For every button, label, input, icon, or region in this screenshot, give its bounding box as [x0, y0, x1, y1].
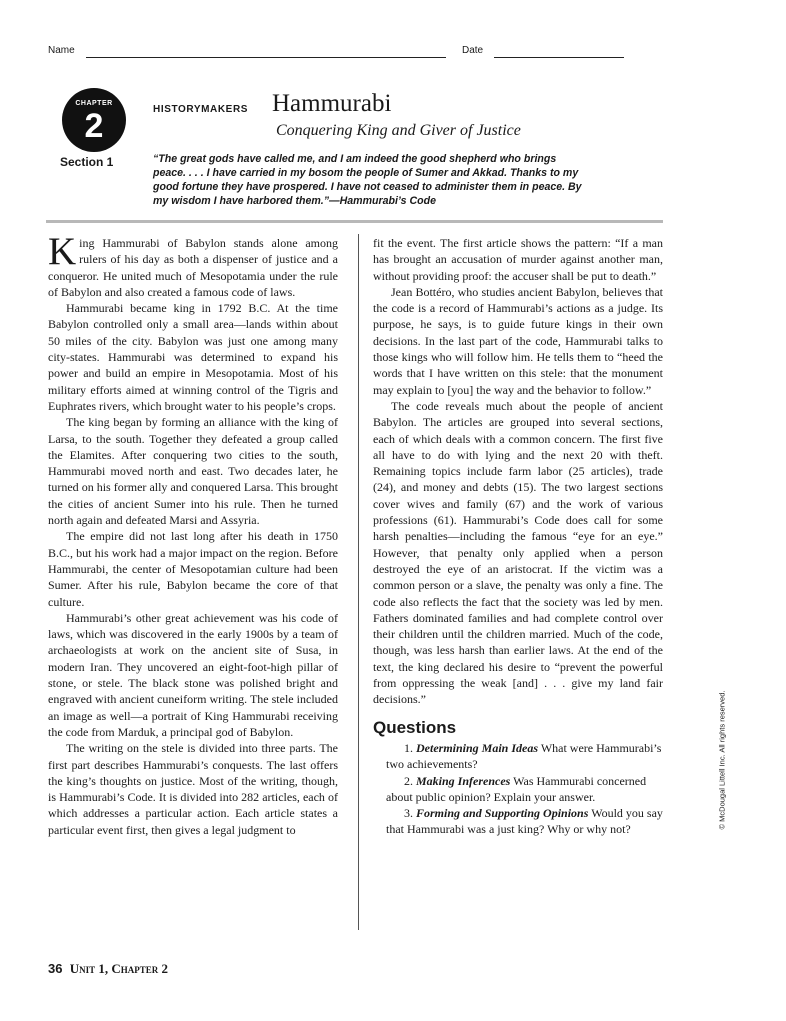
question-item: [373, 805, 663, 838]
chapter-number: 2: [84, 107, 104, 145]
questions-heading: Questions: [373, 717, 457, 737]
question-text: Was Hammurabi concerned about public opinion? Explain your answer.: [386, 773, 647, 804]
question-skill: Determining Main Ideas: [416, 740, 539, 755]
paragraph-text: ing Hammurabi of Babylon stands alone among rulers of his day as both a dispenser of justice and a conqueror. He united much of Mesopotamia under the rule of Babylon and also created a famous code of laws.: [48, 236, 338, 299]
left-column: [48, 230, 338, 838]
paragraph: [48, 230, 338, 300]
paragraph: The code reveals much about the people of ancient Babylon. The articles are grouped into several sections, each of which deals with a common concern. The first five all have to do with lying and the next 20 with theft. Remaining topics include farm labor (25 articles), trade (24), and money and debts (15). The two largest sections cover wives and family (67) and the work of various professions (61). Hammurabi’s Code does call for some harsh penalties—including the famous “eye for an eye.” However, that penalty only applied when a person destroyed the eye of an aristocrat. If the victim was a common person or a slave, the penalty was only a fine. The code also reflects the fact that the society was led by men. Fathers dominated families and had complete control over their children until the children married. Much of the code, though, was less harsh than earlier laws. At the end of the text, the king declared his desire to “prevent the powerful from oppressing the weak [and] . . . give my land fair decisions.”: [373, 398, 663, 707]
page-title: Hammurabi: [272, 90, 392, 117]
section-label: Section 1: [60, 155, 114, 169]
question-item: [373, 773, 663, 806]
page-footer: [48, 961, 168, 977]
series-label: HISTORYMAKERS: [153, 104, 249, 115]
paragraph: The writing on the stele is divided into three parts. The first part describes Hammurabi’s conquests. The last offers the king’s thoughts on justice. Most of the writing, though, is Hammurabi’s Code. It is divided into 282 articles, each of which addresses a particular action. Each article states a particular event first, then gives a legal judgment to: [48, 741, 338, 837]
drop-cap: K: [48, 230, 77, 273]
question-number: 2.: [404, 773, 413, 788]
page-subtitle: Conquering King and Giver of Justice: [276, 122, 521, 139]
chapter-badge: [62, 88, 126, 152]
question-text: Would you say that Hammurabi was a just king? Why or why not?: [386, 806, 663, 837]
page-number: 36: [48, 961, 63, 976]
unit-chapter-label: Unit 1, Chapter 2: [69, 961, 169, 976]
name-label: Name: [48, 45, 75, 56]
date-label: Date: [462, 45, 484, 56]
paragraph: The king began by forming an alliance with the king of Larsa, to the south. Together they defeated a group called the Elamites. After conquering two cities to the south, Hammurabi moved north and east. Two decades later, he turned on his former ally and conquered Larsa. This brought the cities of ancient Sumer into his rule. Then he turned north again and defeated Marsi and Assyria.: [48, 415, 338, 528]
copyright-text: © McDougal Littell Inc. All rights reserved.: [717, 690, 727, 830]
epigraph-quote: “The great gods have called me, and I am indeed the good shepherd who brings peace. . . . I have carried in my bosom the people of Sumer and Akkad. Thanks to my good fortune they have prospered. I have not ceased to administer them in peace. By my wisdom I have harbored them.”—Hammurabi’s Code: [153, 153, 582, 207]
question-text: What were Hammurabi’s two achievements?: [386, 740, 662, 772]
paragraph: The empire did not last long after his death in 1750 B.C., but his work had a major impact on the region. Before Hammurabi, the center of Mesopotamian culture had been Sumer. After his rule, Babylon became the core of that culture.: [48, 529, 338, 609]
date-field[interactable]: [494, 57, 624, 58]
right-column: [373, 235, 663, 838]
question-skill: Forming and Supporting Opinions: [416, 806, 589, 821]
column-divider: [358, 234, 359, 930]
section-divider: [46, 220, 663, 223]
name-field[interactable]: [86, 57, 446, 58]
question-number: 3.: [404, 806, 413, 821]
chapter-label: CHAPTER: [75, 100, 113, 107]
paragraph: Hammurabi became king in 1792 B.C. At the time Babylon controlled only a small area—lands within about 50 miles of the city. Babylon was just one among many city-states. Hammurabi was determined to expand his power and build an empire in Mesopotamia. Most of his military efforts aimed at winning control of the Tigris and Euphrates rivers, which brought water to his people’s crops.: [48, 301, 338, 413]
question-number: 1.: [404, 740, 413, 755]
paragraph: Jean Bottéro, who studies ancient Babylon, believes that the code is a record of Hammurabi’s actions as a judge. Its purpose, he says, is to guide future kings in their own decisions. In the last part of the code, Hammurabi talks to those kings who will follow him. He tells them to “heed the words that I have written on this stele: that the monument may explain to [you] the way and the behavior to follow.”: [373, 284, 663, 397]
question-item: [373, 740, 663, 773]
paragraph: fit the event. The first article shows the pattern: “If a man has brought an accusation of murder against another man, without providing proof: the accuser shall be put to death.”: [373, 236, 663, 283]
question-skill: Making Inferences: [416, 773, 511, 788]
paragraph: Hammurabi’s other great achievement was his code of laws, which was discovered in the early 1900s by a team of archaeologists at work on the ancient site of Susa, in modern Iran. They uncovered an eight-foot-high pillar of stone, or stele. The black stone was polished bright and engraved with ancient cuneiform writing. The stele included an image as well—a portrait of King Hammurabi receiving the code from Marduk, a principal god of Babylon.: [48, 610, 338, 739]
